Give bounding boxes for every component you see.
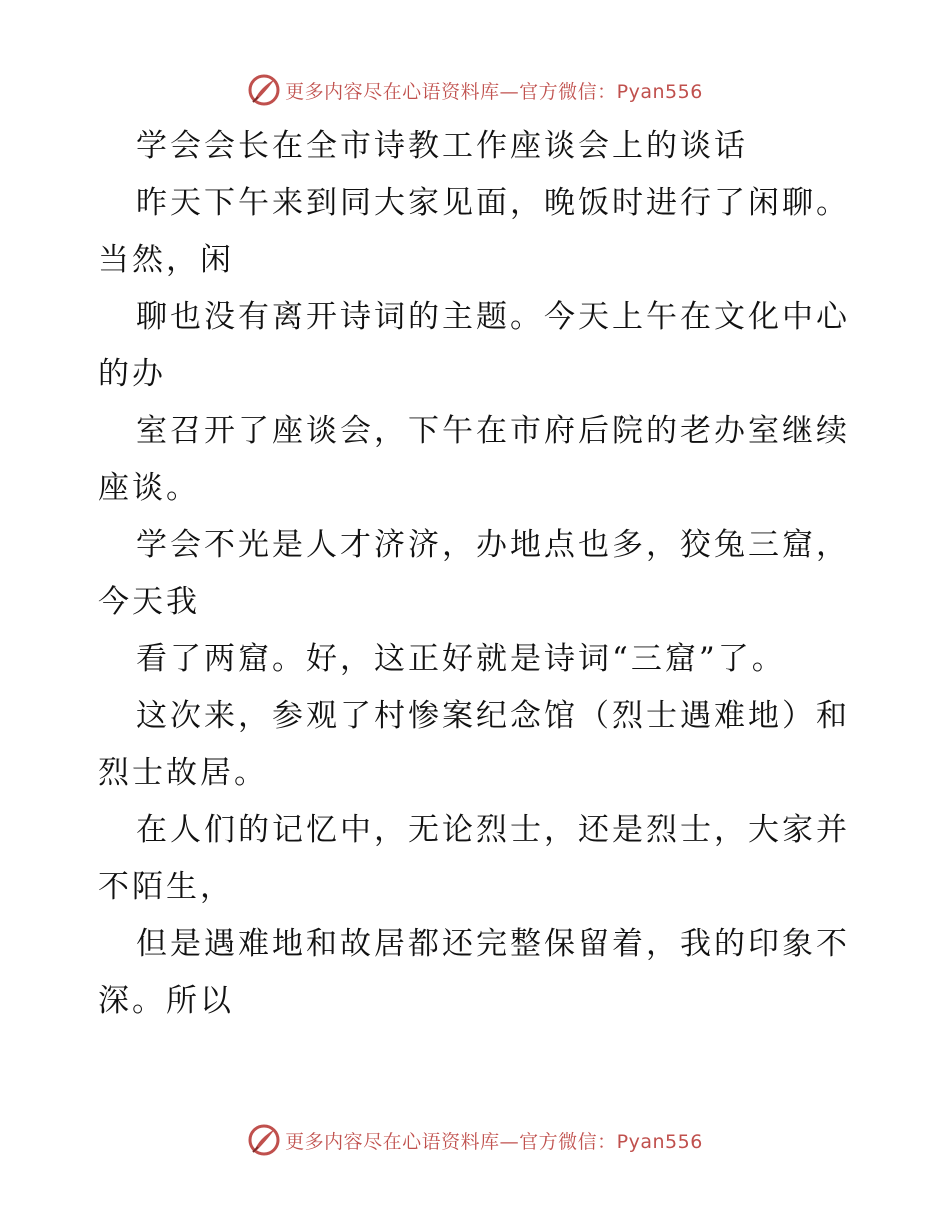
footer-promo-banner — [0, 1120, 950, 1160]
paragraph-line: 看了两窟。好，这正好就是诗词“三窟”了。 — [136, 641, 786, 677]
footer-promo-label: 更多内容尽在心语资料库—官方微信： — [285, 1130, 617, 1153]
paragraph-line: 不陌生， — [98, 869, 234, 905]
header-wechat-id: Pyan556 — [616, 80, 703, 103]
header-promo-banner — [0, 70, 950, 110]
paragraph-line: 座谈。 — [98, 470, 200, 506]
paragraph-line: 室召开了座谈会，下午在市府后院的老办室继续 — [136, 413, 850, 449]
paragraph-line: 深。所以 — [98, 983, 234, 1019]
quill-pen-logo-icon — [247, 1123, 281, 1157]
paragraph-line: 烈士故居。 — [98, 755, 268, 791]
paragraph-line: 这次来，参观了村惨案纪念馆（烈士遇难地）和 — [136, 698, 850, 734]
paragraph-line: 学会不光是人才济济，办地点也多，狡兔三窟， — [136, 527, 850, 563]
header-promo-label: 更多内容尽在心语资料库—官方微信： — [285, 80, 617, 103]
paragraph-line: 当然，闲 — [98, 242, 234, 278]
paragraph-line: 在人们的记忆中，无论烈士，还是烈士，大家并 — [136, 812, 850, 848]
quill-pen-logo-icon — [247, 73, 281, 107]
header-promo-text — [285, 77, 703, 104]
document-body — [98, 118, 858, 1030]
footer-promo-text — [285, 1127, 703, 1154]
paragraph-line: 今天我 — [98, 584, 200, 620]
paragraph-line: 的办 — [98, 356, 166, 392]
paragraph-line: 但是遇难地和故居都还完整保留着，我的印象不 — [136, 926, 850, 962]
footer-wechat-id: Pyan556 — [616, 1130, 703, 1153]
paragraph-line: 聊也没有离开诗词的主题。今天上午在文化中心 — [136, 299, 850, 335]
paragraph-line: 昨天下午来到同大家见面，晚饭时进行了闲聊。 — [136, 185, 850, 221]
document-title: 学会会长在全市诗教工作座谈会上的谈话 — [136, 128, 748, 164]
